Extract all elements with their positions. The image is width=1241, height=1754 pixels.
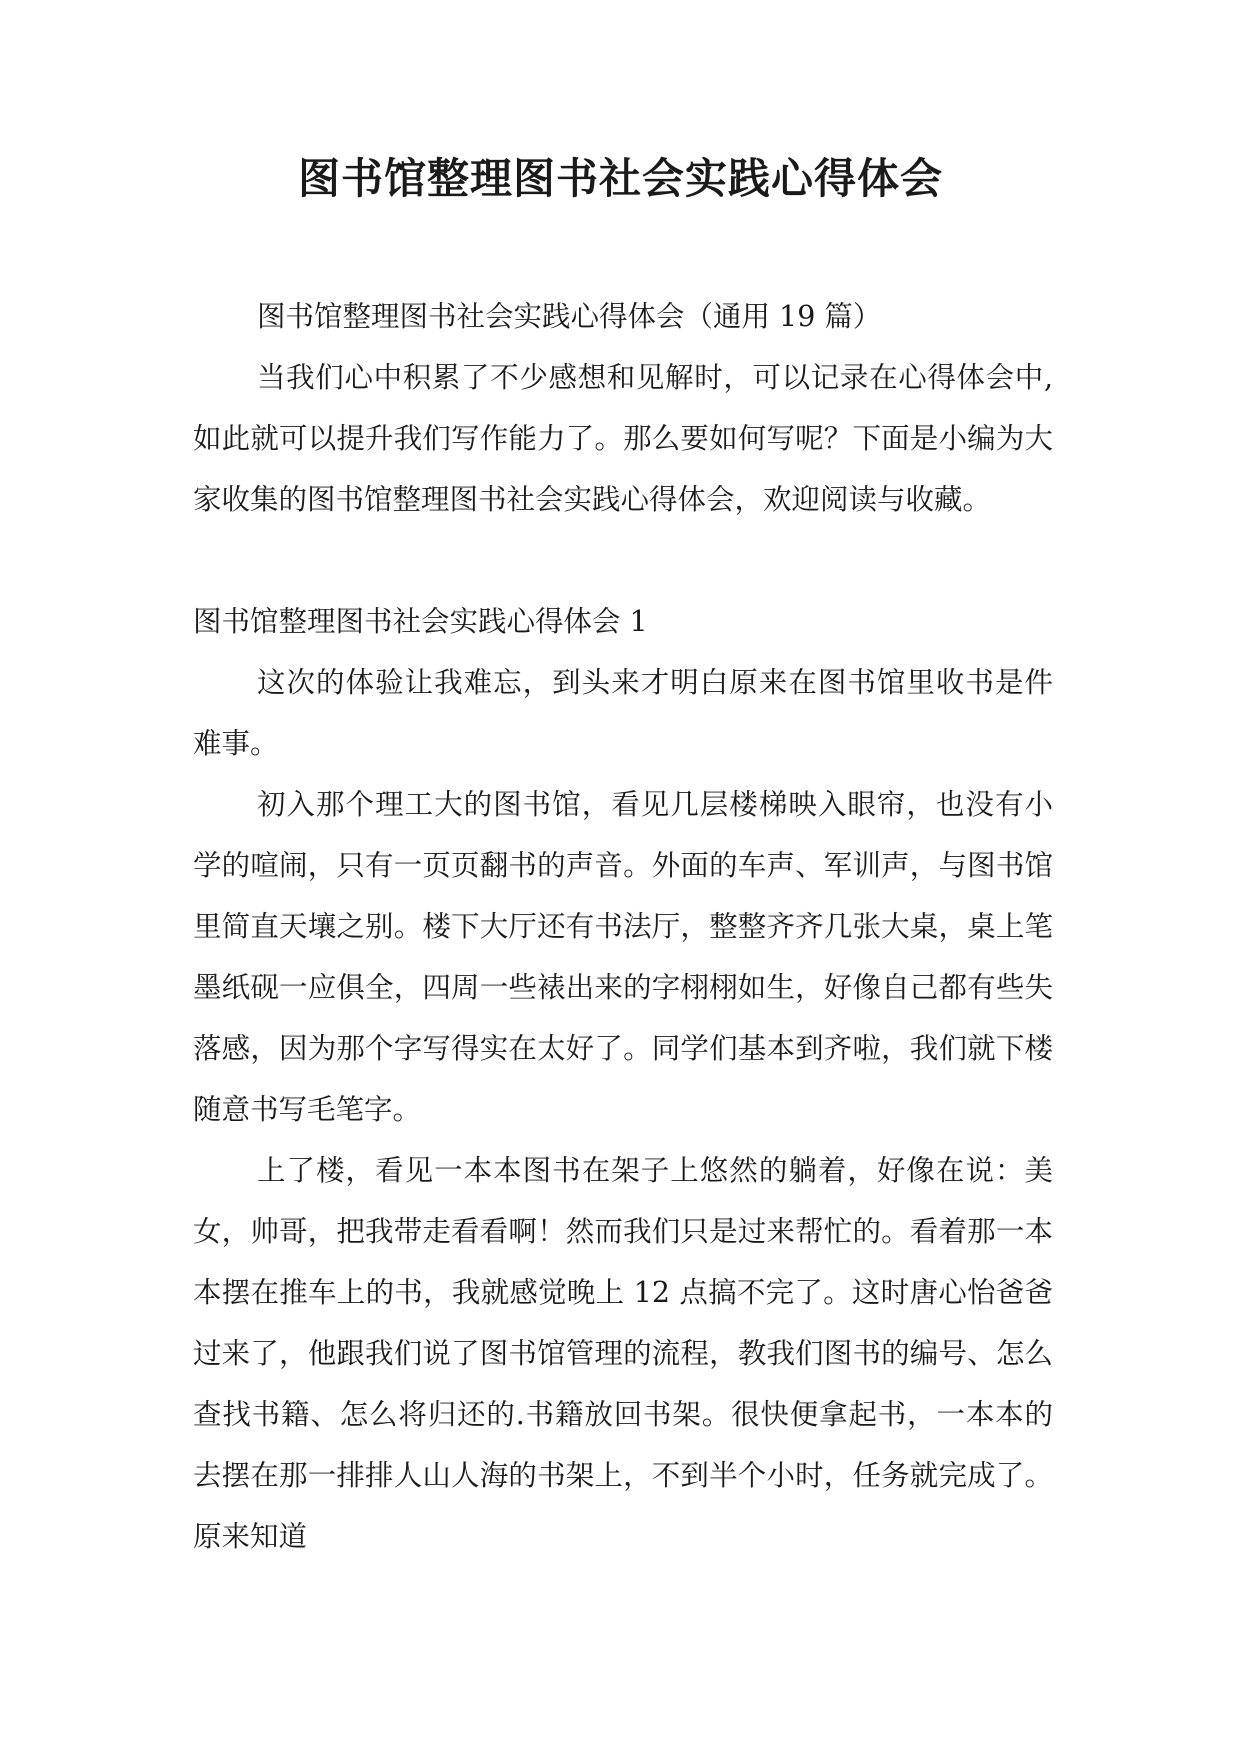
document-body (193, 286, 1053, 1567)
body-paragraph: 上了楼，看见一本本图书在架子上悠然的躺着，好像在说：美女，帅哥，把我带走看看啊！然而我们只是过来帮忙的。看着那一本本摆在推车上的书，我就感觉晚上 12 点搞不完了。这时唐心怡爸爸过来了，他跟我们说了图书馆管理的流程，教我们图书的编号、怎么查找书籍、怎么将归还的.书籍放回书架。很快便拿起书，一本本的去摆在那一排排人山人海的书架上，不到半个小时，任务就完成了。原来知道 (193, 1154, 1053, 1553)
body-paragraph: 初入那个理工大的图书馆，看见几层楼梯映入眼帘，也没有小学的喧闹，只有一页页翻书的声音。外面的车声、军训声，与图书馆里简直天壤之别。楼下大厅还有书法厅，整整齐齐几张大桌，桌上笔墨纸砚一应俱全，四周一些裱出来的字栩栩如生，好像自己都有些失落感，因为那个字写得实在太好了。同学们基本到齐啦，我们就下楼随意书写毛笔字。 (193, 788, 1053, 1126)
intro-paragraph: 当我们心中积累了不少感想和见解时，可以记录在心得体会中,如此就可以提升我们写作能力了。那么要如何写呢？下面是小编为大家收集的图书馆整理图书社会实践心得体会，欢迎阅读与收藏。 (193, 361, 1053, 516)
document-subtitle: 图书馆整理图书社会实践心得体会（通用 19 篇） (257, 300, 882, 333)
document-title: 图书馆整理图书社会实践心得体会 (297, 154, 943, 203)
body-paragraph: 这次的体验让我难忘，到头来才明白原来在图书馆里收书是件难事。 (193, 666, 1053, 760)
section-heading: 图书馆整理图书社会实践心得体会 1 (193, 605, 648, 638)
